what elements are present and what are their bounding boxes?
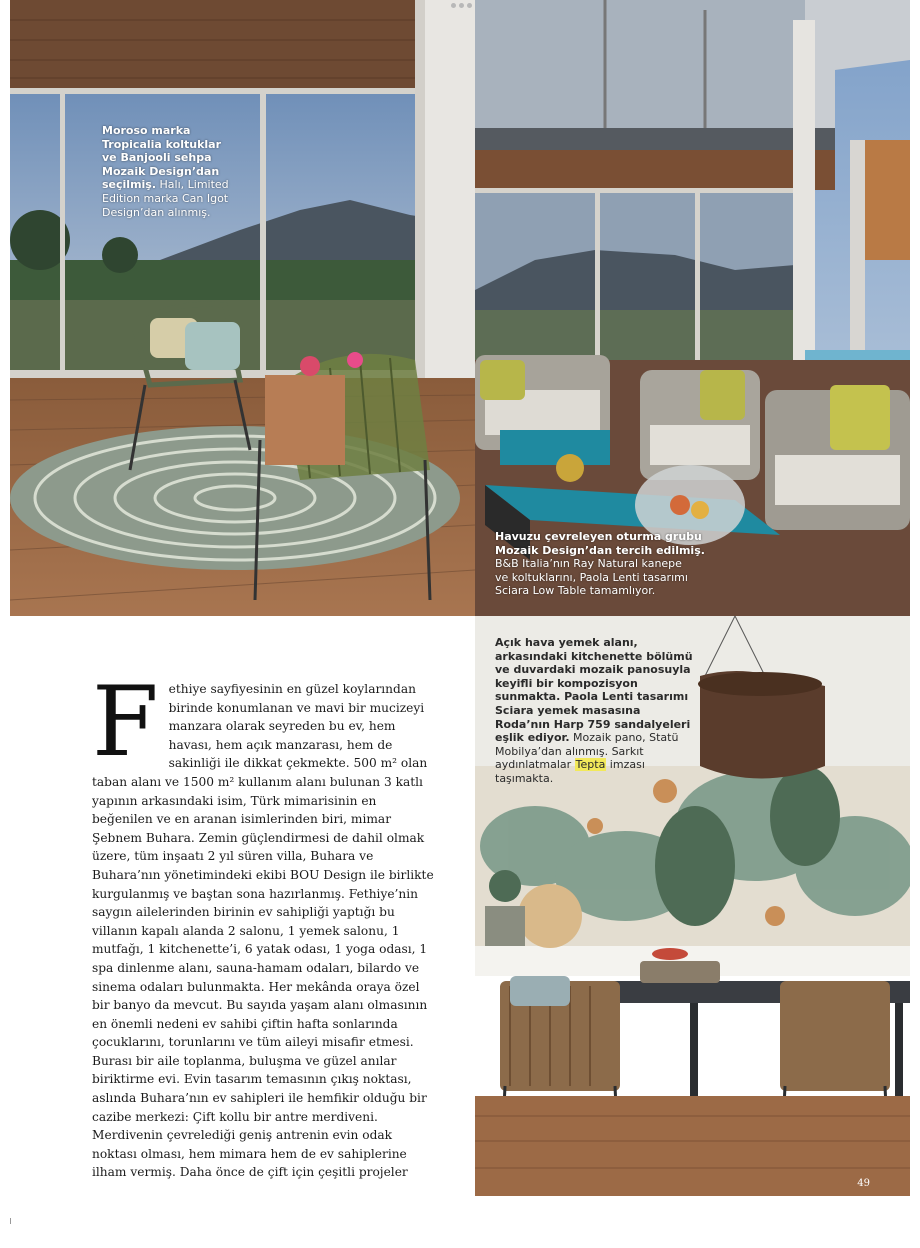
caption-terrace-regular: Halı, Limited Edition marka Can Igot Design’dan alınmış.	[102, 178, 229, 219]
caption-pool-regular-3: Sciara Low Table tamamlıyor.	[495, 584, 656, 598]
terrace-chairs-photo	[10, 0, 475, 616]
article-dropcap: F	[92, 666, 159, 778]
caption-dining-regular-2: imzası taşımakta.	[495, 758, 645, 785]
caption-dining-highlight: Tepta	[575, 758, 606, 772]
more-options-icon[interactable]	[446, 0, 476, 10]
caption-dining-bold: Açık hava yemek alanı, arkasındaki kitchenette bölümü ve duvardaki mozaik panosuyla keyifli bir kompozisyon sunmakta. Paola Lenti tasarımı Sciara yemek masasına Roda’nın Harp 759 sandalyeleri eşlik ediyor.	[495, 636, 693, 745]
caption-terrace-bold-5: seçilmiş.	[102, 178, 157, 192]
article-paragraph: ethiye sayfiyesinin en güzel koylarından birinde konumlanan ve mavi bir mucizeyi manzara olarak seyreden bu ev, hem havası, hem açık manzarası, hem de sakinliği ile dikkat çekmekte. 500 m² olan taban alanı ve 1500 m² kullanım alanı bulunan 3 katlı yapının arkasındaki isim, Türk mimarisinin en beğenilen ve en aranan isimlerinden biri, mimar Şebnem Buhara. Zemin güçlendirmesi de dahil olmak üzere, tüm inşaatı 2 yıl süren villa, Buhara ve Buhara’nın yönetimindeki ekibi BOU Design ile birlikte kurgulanmış ve baştan sona hazırlanmış. Fethiye’nin saygın ailelerinden birinin ev sahipliği yaptığı bu villanın kapalı alanda 2 salonu, 1 yemek salonu, 1 mutfağı, 1 kitchenette’i, 6 yatak odası, 1 yoga odası, 1 spa dinlenme alanı, sauna-hamam odaları, bilardo ve sinema odaları bulunmakta. Her mekânda oraya özel bir banyo da mevcut. Bu sayıda yaşam alanı olmasının en önemli nedeni ev sahibi çiftin hafta sonlarında çocuklarını, torunlarını ve tüm aileyi misafir etmesi. Burası bir aile toplanma, buluşma ve güzel anılar biriktirme evi. Evin tasarım temasının çıkış noktası, aslında Buhara’nın ev sahipleri ile hemfikir olduğu bir cazibe merkezi: Çift kollu bir antre merdiveni. Merdivenin çevrelediği geniş antrenin evin odak noktası olması, hem mimara hem de ev sahiplerine ilham vermiş. Daha önce de çift için çeşitli projeler	[92, 682, 434, 1180]
caption-pool-regular-2: ve koltuklarını, Paola Lenti tasarımı	[495, 570, 688, 584]
pool-lounge-photo	[475, 0, 910, 616]
caption-pool-bold-2: Mozaik Design’dan tercih edilmiş.	[495, 543, 705, 557]
caption-terrace-bold-3: ve Banjooli sehpa	[102, 151, 212, 165]
caption-terrace-bold-2: Tropicalia koltuklar	[102, 137, 222, 151]
caption-pool-lounge	[495, 530, 725, 598]
caption-terrace-bold-4: Mozaik Design’dan	[102, 164, 220, 178]
caption-terrace-bold-1: Moroso marka	[102, 124, 191, 137]
article-body	[92, 666, 436, 1182]
caption-pool-regular-1: B&B Italia’nın Ray Natural kanepe	[495, 557, 682, 571]
caption-dining	[495, 636, 695, 786]
crop-mark	[10, 1218, 11, 1224]
caption-pool-bold-1: Havuzu çevreleyen oturma grubu	[495, 530, 702, 543]
page-number: 49	[857, 1178, 870, 1189]
caption-terrace	[102, 124, 252, 219]
caption-dining-regular-1: Mozaik pano, Statü Mobilya’dan alınmış. Sarkıt aydınlatmalar	[495, 731, 679, 772]
